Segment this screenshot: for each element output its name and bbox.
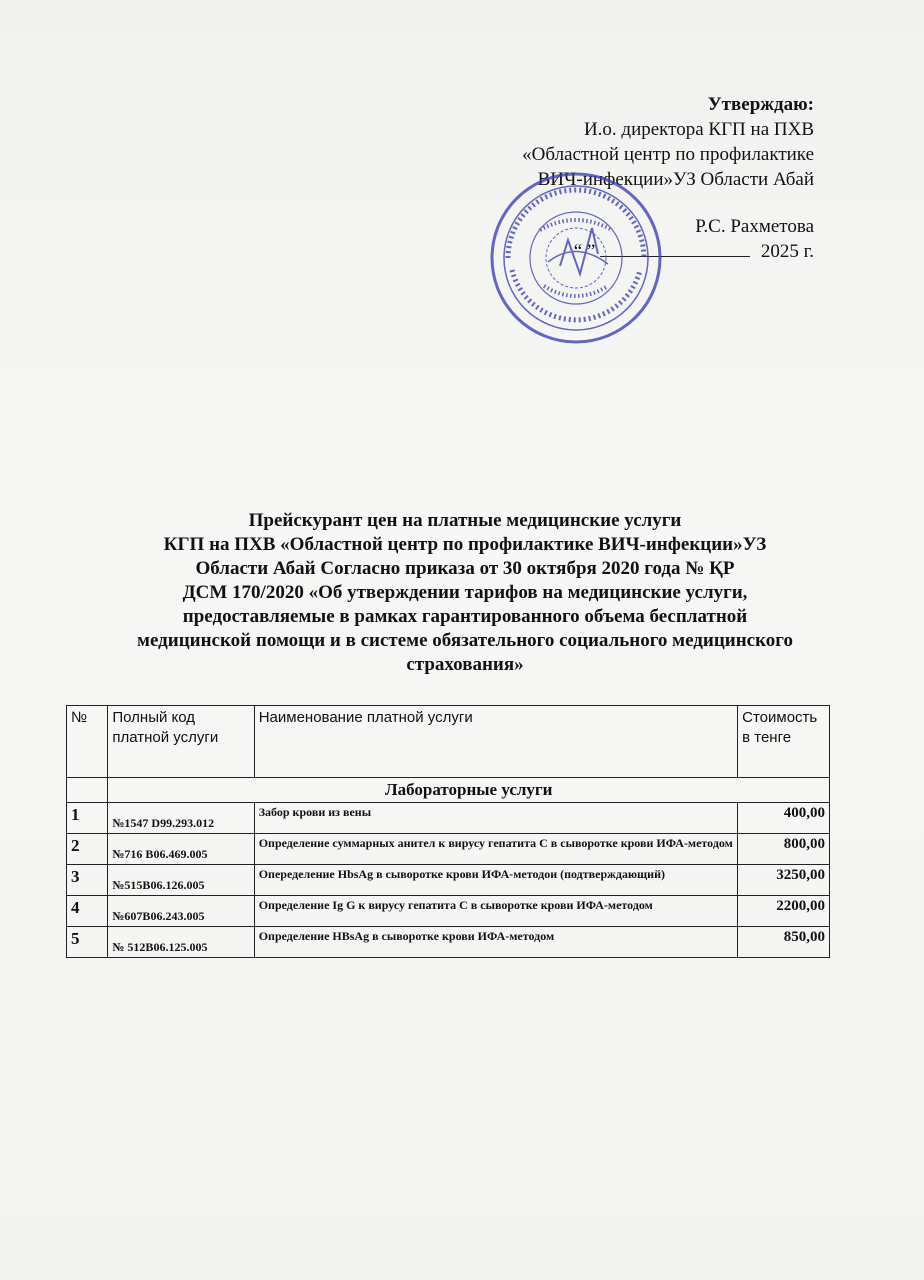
- row-code: №716 B06.469.005: [108, 834, 254, 865]
- row-no: 2: [67, 834, 108, 865]
- row-cost: 3250,00: [738, 865, 830, 896]
- title-line: предоставляемые в рамках гарантированного объема бесплатной: [182, 606, 748, 627]
- official-stamp: [488, 170, 664, 346]
- approval-year: 2025 г.: [760, 241, 814, 262]
- approval-signatory: Р.С. Рахметова: [695, 216, 814, 237]
- row-name: Опеределение HbsAg в сыворотке крови ИФА-методои (подтверждающий): [254, 865, 737, 896]
- row-cost: 800,00: [738, 834, 830, 865]
- row-code: №607B06.243.005: [108, 896, 254, 927]
- table-row: [67, 865, 830, 896]
- approval-line-1: И.о. директора КГП на ПХВ: [583, 119, 814, 140]
- row-no: 4: [67, 896, 108, 927]
- row-code: №1547 D99.293.012: [108, 803, 254, 834]
- table-row: [67, 803, 830, 834]
- header-name: Наименование платной услуги: [254, 706, 737, 778]
- table-header-row: [67, 706, 830, 778]
- title-line: КГП на ПХВ «Областной центр по профилактике ВИЧ-инфекции»УЗ: [163, 534, 767, 555]
- price-table: [66, 705, 830, 958]
- approval-line-3: ВИЧ-инфекции»УЗ Области Абай: [537, 169, 814, 190]
- row-cost: 850,00: [738, 927, 830, 958]
- table-row: [67, 927, 830, 958]
- header-cost: Стоимость в тенге: [738, 706, 830, 778]
- title-line: страхования»: [406, 654, 524, 675]
- row-no: 3: [67, 865, 108, 896]
- row-name: Забор крови из вены: [254, 803, 737, 834]
- row-cost: 2200,00: [738, 896, 830, 927]
- title-line: Прейскурант цен на платные медицинские услуги: [248, 510, 682, 531]
- section-title: Лабораторные услуги: [108, 778, 830, 803]
- row-no: 1: [67, 803, 108, 834]
- row-no: 5: [67, 927, 108, 958]
- date-quotes: “ ”: [573, 241, 596, 262]
- header-no: №: [67, 706, 108, 778]
- row-code: №515B06.126.005: [108, 865, 254, 896]
- section-row: [67, 778, 830, 803]
- document-title: [60, 509, 870, 677]
- approval-heading: Утверждаю:: [707, 94, 814, 115]
- row-name: Определение суммарных анител к вирусу гепатита С в сыворотке крови ИФА-методом: [254, 834, 737, 865]
- row-cost: 400,00: [738, 803, 830, 834]
- row-name: Определение Ig G к вирусу гепатита С в сыворотке крови ИФА-методом: [254, 896, 737, 927]
- title-line: ДСМ 170/2020 «Об утверждении тарифов на медицинские услуги,: [182, 582, 748, 603]
- row-code: № 512B06.125.005: [108, 927, 254, 958]
- title-line: Области Абай Согласно приказа от 30 октября 2020 года № ҚР: [195, 558, 735, 579]
- row-name: Определение HBsAg в сыворотке крови ИФА-методом: [254, 927, 737, 958]
- title-line: медицинской помощи и в системе обязательного социального медицинского: [137, 630, 793, 651]
- table-row: [67, 834, 830, 865]
- section-spacer: [67, 778, 108, 803]
- header-code: Полный код платной услуги: [108, 706, 254, 778]
- table-row: [67, 896, 830, 927]
- approval-line-2: «Областной центр по профилактике: [522, 144, 814, 165]
